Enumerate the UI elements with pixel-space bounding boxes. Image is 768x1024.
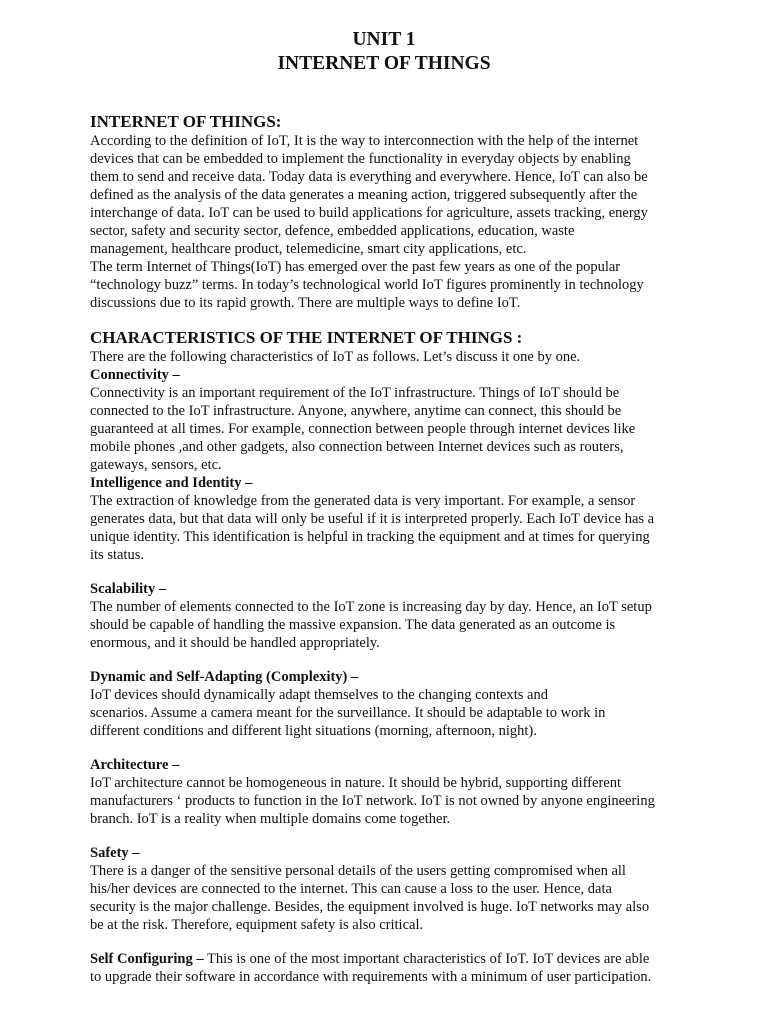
text-line: defined as the analysis of the data generates a meaning action, triggered subsequently after the <box>90 187 638 203</box>
text-line: Connectivity is an important requirement of the IoT infrastructure. Things of IoT should be <box>90 385 620 401</box>
text-line: generates data, but that data will only be useful if it is interpreted properly. Each IoT device has a <box>90 511 655 527</box>
text-line: his/her devices are connected to the internet. This can cause a loss to the user. Hence, data <box>90 881 612 897</box>
text-line: discussions due to its rapid growth. There are multiple ways to define IoT. <box>90 295 521 311</box>
text-line: different conditions and different light situations (morning, afternoon, night). <box>90 723 537 739</box>
text-line: IoT devices should dynamically adapt themselves to the changing contexts and <box>90 687 548 703</box>
text-line: connected to the IoT infrastructure. Anyone, anywhere, anytime can connect, this should be <box>90 403 622 419</box>
text-line: unique identity. This identification is helpful in tracking the equipment and at times for querying <box>90 529 650 545</box>
text-line: The number of elements connected to the IoT zone is increasing day by day. Hence, an IoT setup <box>90 599 652 615</box>
text-line: There is a danger of the sensitive personal details of the users getting compromised when all <box>90 863 626 879</box>
text-line: According to the definition of IoT, It is the way to interconnection with the help of the internet <box>90 133 639 149</box>
text-line: gateways, sensors, etc. <box>90 457 222 473</box>
dynamic-paragraph <box>90 686 690 740</box>
subheading-intelligence: Intelligence and Identity – <box>90 475 253 491</box>
text-line: scenarios. Assume a camera meant for the surveillance. It should be adaptable to work in <box>90 705 606 721</box>
text-line: mobile phones ,and other gadgets, also connection between Internet devices such as routers, <box>90 439 624 455</box>
text-line: interchange of data. IoT can be used to build applications for agriculture, assets tracking, energy <box>90 205 648 221</box>
unit-title: UNIT 1 <box>352 29 416 50</box>
text-line: to upgrade their software in accordance with requirements with a minimum of user participation. <box>90 969 652 985</box>
subheading-connectivity: Connectivity – <box>90 367 180 383</box>
text-line: should be capable of handling the massive expansion. The data generated as an outcome is <box>90 617 616 633</box>
subheading-architecture: Architecture – <box>90 757 180 773</box>
section-heading-characteristics: CHARACTERISTICS OF THE INTERNET OF THINGS : <box>90 328 523 347</box>
intelligence-paragraph <box>90 492 690 564</box>
architecture-paragraph <box>90 774 690 828</box>
safety-paragraph <box>90 862 690 934</box>
document-title <box>0 28 768 76</box>
text-line: its status. <box>90 547 144 563</box>
scalability-paragraph <box>90 598 690 652</box>
text-line: The extraction of knowledge from the generated data is very important. For example, a sensor <box>90 493 636 509</box>
iot-definition-paragraph <box>90 132 690 258</box>
text-line: guaranteed at all times. For example, connection between people through internet devices like <box>90 421 636 437</box>
text-line: manufacturers ‘ products to function in the IoT network. IoT is not owned by anyone engineering <box>90 793 655 809</box>
text-line: enormous, and it should be handled appropriately. <box>90 635 380 651</box>
self-configuring-paragraph <box>90 950 690 986</box>
characteristics-intro: There are the following characteristics of IoT as follows. Let’s discuss it one by one. <box>90 349 581 365</box>
subheading-safety: Safety – <box>90 845 140 861</box>
text-line: sector, safety and security sector, defence, embedded applications, education, waste <box>90 223 575 239</box>
text-line: devices that can be embedded to implement the functionality in everyday objects by enabling <box>90 151 631 167</box>
text-line <box>90 950 690 968</box>
subject-title: INTERNET OF THINGS <box>277 53 491 74</box>
subheading-scalability: Scalability – <box>90 581 167 597</box>
text-line: be at the risk. Therefore, equipment safety is also critical. <box>90 917 424 933</box>
iot-term-paragraph <box>90 258 690 312</box>
text-line: branch. IoT is a reality when multiple domains come together. <box>90 811 451 827</box>
section-heading-iot: INTERNET OF THINGS: <box>90 112 282 131</box>
text-line: The term Internet of Things(IoT) has emerged over the past few years as one of the popular <box>90 259 621 275</box>
text-line: them to send and receive data. Today data is everything and everywhere. Hence, IoT can also be <box>90 169 648 185</box>
connectivity-paragraph <box>90 384 690 474</box>
text-line: security is the major challenge. Besides, the equipment involved is huge. IoT networks may also <box>90 899 650 915</box>
text-line: “technology buzz” terms. In today’s technological world IoT figures prominently in technology <box>90 277 644 293</box>
subheading-dynamic: Dynamic and Self-Adapting (Complexity) – <box>90 669 359 685</box>
self-configuring-text: This is one of the most important characteristics of IoT. IoT devices are able <box>203 951 650 967</box>
subheading-self-configuring: Self Configuring – <box>90 951 204 967</box>
text-line: management, healthcare product, telemedicine, smart city applications, etc. <box>90 241 527 257</box>
document-body <box>90 112 690 986</box>
text-line: IoT architecture cannot be homogeneous in nature. It should be hybrid, supporting different <box>90 775 621 791</box>
